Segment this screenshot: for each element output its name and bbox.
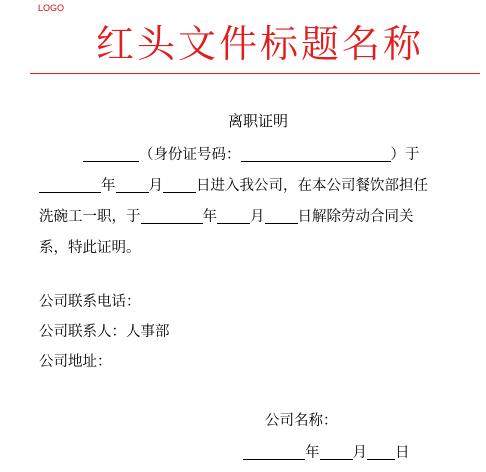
- red-header-title: 红头文件标题名称: [95, 22, 424, 66]
- month-label: 月: [352, 445, 367, 461]
- month-label: 月: [148, 178, 163, 194]
- id-label: （身份证号码：: [139, 147, 241, 163]
- company-name-label: 公司名称：: [265, 413, 338, 429]
- year-label: 年: [101, 178, 116, 194]
- year-label: 年: [202, 209, 217, 225]
- line1-tail: ）于: [390, 147, 420, 163]
- line2-text: 日进入我公司，在本公司餐饮部担任: [196, 178, 428, 194]
- id-number-blank: [241, 144, 391, 162]
- start-month-blank: [116, 175, 149, 193]
- end-year-blank: [141, 206, 203, 224]
- certificate-body: [39, 140, 459, 264]
- end-day-blank: [265, 206, 298, 224]
- signature-date: [243, 442, 410, 463]
- body-line-2: [39, 171, 459, 202]
- line3-text: 洗碗工一职，于: [39, 209, 141, 225]
- contact-info: [39, 287, 170, 377]
- company-contact-person: 公司联系人：人事部: [39, 324, 170, 340]
- sign-month-blank: [320, 442, 353, 460]
- company-phone: 公司联系电话：: [39, 294, 141, 310]
- sign-day-blank: [367, 442, 395, 460]
- year-label: 年: [305, 445, 320, 461]
- start-year-blank: [39, 175, 101, 193]
- red-divider-line: [30, 73, 480, 74]
- body-line-1: [39, 140, 459, 171]
- body-line-3: [39, 202, 459, 233]
- company-address: 公司地址：: [39, 354, 112, 370]
- day-label: 日: [395, 445, 410, 461]
- logo: LOGO: [38, 3, 65, 13]
- sign-year-blank: [243, 442, 305, 460]
- month-label: 月: [250, 209, 265, 225]
- start-day-blank: [163, 175, 196, 193]
- line3-tail: 日解除劳动合同关: [297, 209, 414, 225]
- body-line-4: 系，特此证明。: [39, 240, 141, 256]
- document-title: 离职证明: [227, 112, 288, 130]
- name-blank: [83, 144, 139, 162]
- end-month-blank: [217, 206, 250, 224]
